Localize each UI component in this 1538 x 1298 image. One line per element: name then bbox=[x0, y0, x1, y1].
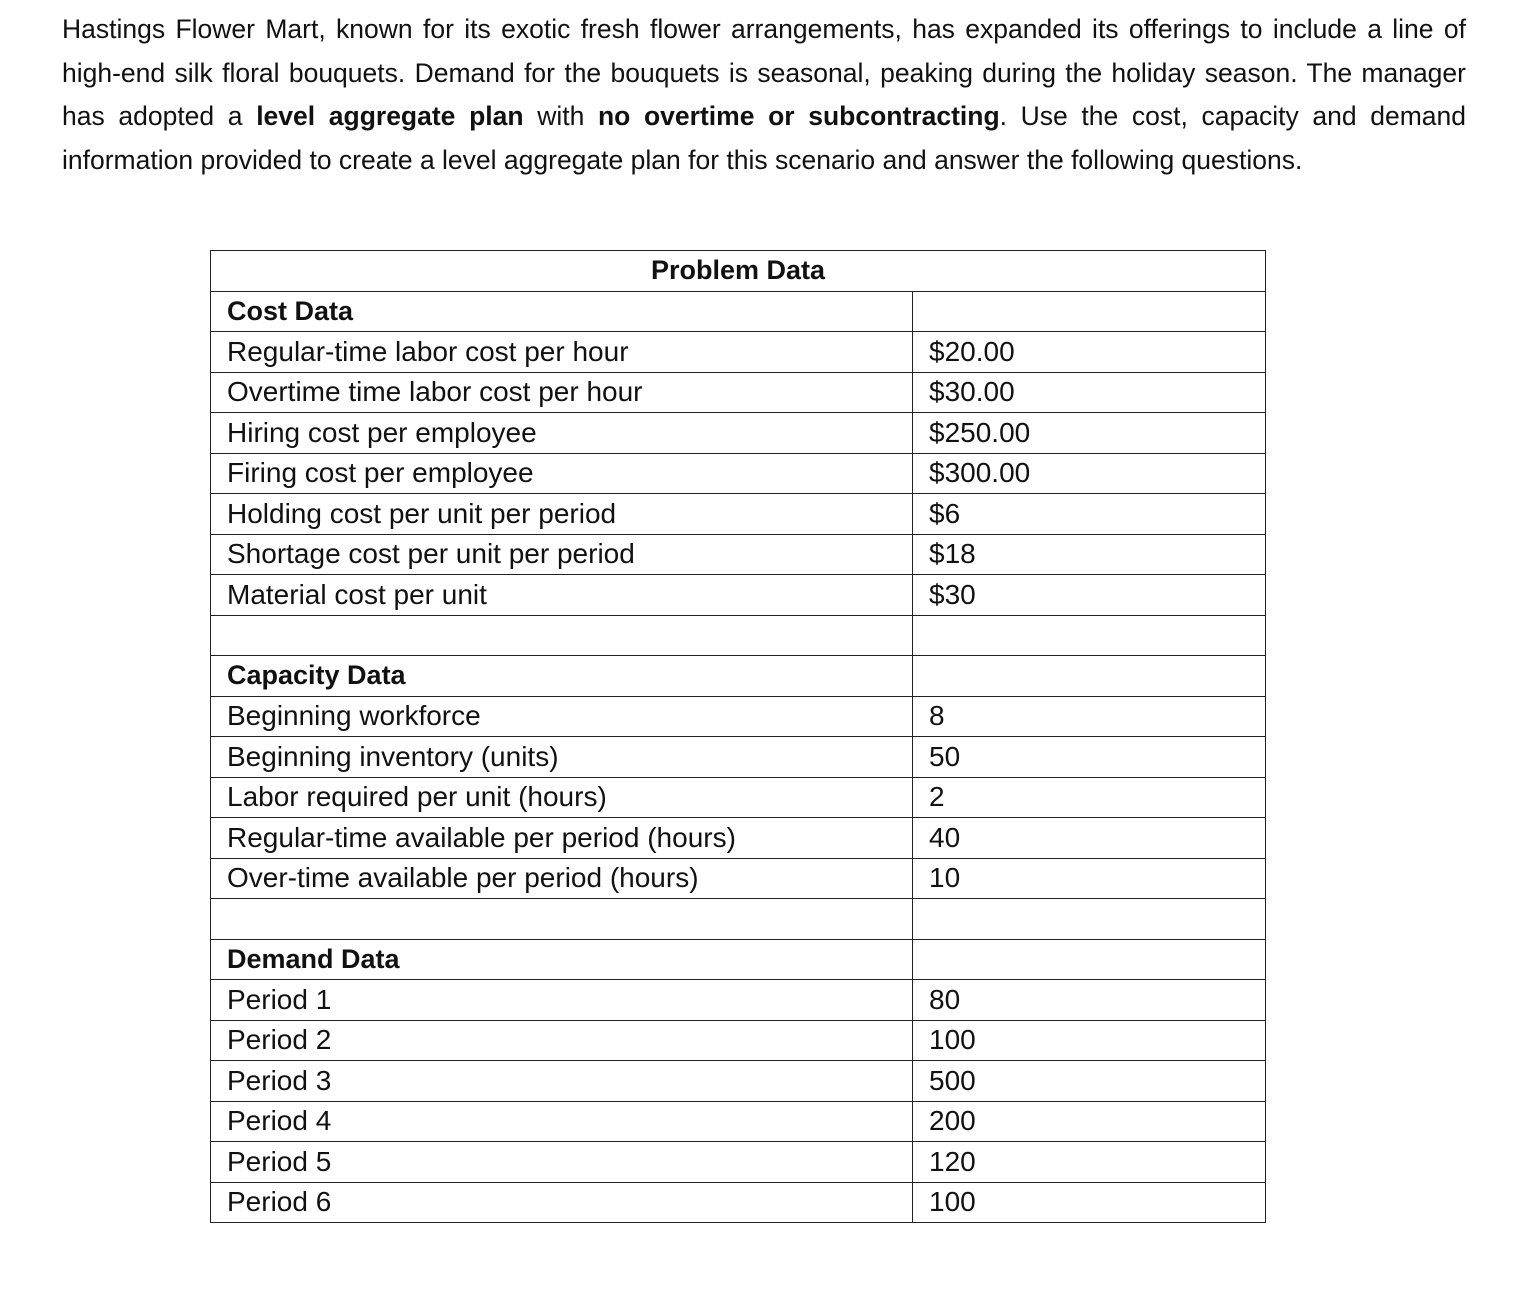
table-row bbox=[211, 858, 1266, 899]
empty-cell bbox=[913, 939, 1266, 980]
intro-bold-level-aggregate-plan: level aggregate plan bbox=[256, 101, 524, 131]
capacity-label-regular-time: Regular-time available per period (hours) bbox=[211, 818, 913, 859]
table-row bbox=[211, 413, 1266, 454]
capacity-label-overtime: Over-time available per period (hours) bbox=[211, 858, 913, 899]
demand-label-period-6: Period 6 bbox=[211, 1182, 913, 1223]
demand-value-period-6: 100 bbox=[913, 1182, 1266, 1223]
empty-cell bbox=[913, 291, 1266, 332]
problem-statement bbox=[62, 8, 1466, 182]
empty-cell bbox=[211, 615, 913, 656]
cost-section-header-row bbox=[211, 291, 1266, 332]
cost-label-shortage: Shortage cost per unit per period bbox=[211, 534, 913, 575]
table-row bbox=[211, 453, 1266, 494]
table-row bbox=[211, 696, 1266, 737]
cost-value-firing: $300.00 bbox=[913, 453, 1266, 494]
empty-cell bbox=[913, 656, 1266, 697]
capacity-label-workforce: Beginning workforce bbox=[211, 696, 913, 737]
capacity-section-title: Capacity Data bbox=[211, 656, 913, 697]
table-row bbox=[211, 372, 1266, 413]
empty-cell bbox=[913, 899, 1266, 940]
demand-label-period-2: Period 2 bbox=[211, 1020, 913, 1061]
empty-cell bbox=[211, 899, 913, 940]
intro-text-1: Hastings Flower Mart, known for its exotic fresh flower arrangements, has expanded its offerings to include a line of high-end silk floral bouquets. Demand for the bouquets is seasonal, peaking during the holiday season. The manager has adopted a bbox=[62, 14, 1466, 131]
demand-label-period-4: Period 4 bbox=[211, 1101, 913, 1142]
table-row bbox=[211, 980, 1266, 1021]
cost-value-shortage: $18 bbox=[913, 534, 1266, 575]
cost-value-material: $30 bbox=[913, 575, 1266, 616]
table-row bbox=[211, 494, 1266, 535]
intro-bold-no-overtime: no overtime or subcontracting bbox=[597, 101, 1000, 131]
problem-data-table bbox=[210, 250, 1266, 1223]
spacer-row bbox=[211, 615, 1266, 656]
table-row bbox=[211, 818, 1266, 859]
table-title: Problem Data bbox=[211, 251, 1266, 292]
cost-label-regular-time: Regular-time labor cost per hour bbox=[211, 332, 913, 373]
cost-value-overtime: $30.00 bbox=[913, 372, 1266, 413]
capacity-value-workforce: 8 bbox=[913, 696, 1266, 737]
table-row bbox=[211, 777, 1266, 818]
cost-value-hiring: $250.00 bbox=[913, 413, 1266, 454]
cost-label-material: Material cost per unit bbox=[211, 575, 913, 616]
demand-section-header-row bbox=[211, 939, 1266, 980]
table-row bbox=[211, 1061, 1266, 1102]
demand-label-period-1: Period 1 bbox=[211, 980, 913, 1021]
demand-value-period-2: 100 bbox=[913, 1020, 1266, 1061]
demand-value-period-4: 200 bbox=[913, 1101, 1266, 1142]
cost-value-holding: $6 bbox=[913, 494, 1266, 535]
table-title-row bbox=[211, 251, 1266, 292]
capacity-label-inventory: Beginning inventory (units) bbox=[211, 737, 913, 778]
table-row bbox=[211, 1142, 1266, 1183]
demand-label-period-5: Period 5 bbox=[211, 1142, 913, 1183]
capacity-value-inventory: 50 bbox=[913, 737, 1266, 778]
table-row bbox=[211, 1101, 1266, 1142]
cost-label-holding: Holding cost per unit per period bbox=[211, 494, 913, 535]
cost-value-regular-time: $20.00 bbox=[913, 332, 1266, 373]
cost-label-firing: Firing cost per employee bbox=[211, 453, 913, 494]
capacity-value-overtime: 10 bbox=[913, 858, 1266, 899]
table-row bbox=[211, 575, 1266, 616]
intro-text-2: with bbox=[523, 101, 598, 131]
cost-label-hiring: Hiring cost per employee bbox=[211, 413, 913, 454]
cost-section-title: Cost Data bbox=[211, 291, 913, 332]
table-row bbox=[211, 534, 1266, 575]
demand-section-title: Demand Data bbox=[211, 939, 913, 980]
demand-label-period-3: Period 3 bbox=[211, 1061, 913, 1102]
table-row bbox=[211, 332, 1266, 373]
cost-label-overtime: Overtime time labor cost per hour bbox=[211, 372, 913, 413]
demand-value-period-5: 120 bbox=[913, 1142, 1266, 1183]
capacity-section-header-row bbox=[211, 656, 1266, 697]
problem-data-table-container bbox=[210, 250, 1265, 1223]
capacity-value-labor-per-unit: 2 bbox=[913, 777, 1266, 818]
table-row bbox=[211, 737, 1266, 778]
demand-value-period-1: 80 bbox=[913, 980, 1266, 1021]
demand-value-period-3: 500 bbox=[913, 1061, 1266, 1102]
table-row bbox=[211, 1020, 1266, 1061]
capacity-label-labor-per-unit: Labor required per unit (hours) bbox=[211, 777, 913, 818]
empty-cell bbox=[913, 615, 1266, 656]
table-row bbox=[211, 1182, 1266, 1223]
spacer-row bbox=[211, 899, 1266, 940]
intro-text-3: . Use the cost, capacity and demand information provided to create a level aggregate plan for this scenario and answer the following questions. bbox=[62, 101, 1466, 175]
capacity-value-regular-time: 40 bbox=[913, 818, 1266, 859]
